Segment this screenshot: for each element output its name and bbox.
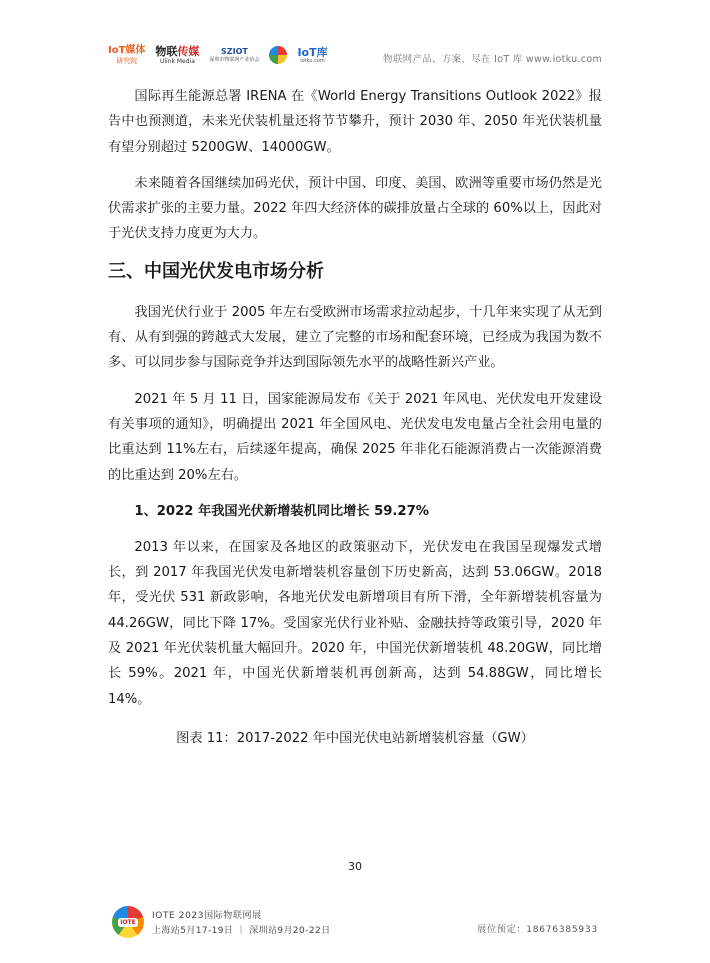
partner-circle-logo: [269, 46, 287, 64]
section-heading: 三、中国光伏发电市场分析: [108, 260, 324, 282]
header-slogan: 物联网产品、方案，尽在 IoT 库 www.iotku.com: [383, 54, 602, 65]
paragraph-growth: 2013 年以来，在国家及各地区的政策驱动下，光伏发电在我国呈现爆发式增长，到 2017 年我国光伏发电新增装机容量创下历史新高，达到 53.06GW。2018 年，受光伏 531 新政影响，各地光伏发电新增项目有所下滑，全年新增装机容量为 44.26GW，同比下降 17%。受国家光伏行业补贴、金融扶持等政策引导，2020 年及 2021 年光伏装机量大幅回升。2020 年，中国光伏新增装机 48.20GW，同比增长 59%。2021 年，中国光伏新增装机再创新高，达到 54.88GW，同比增长 14%。: [108, 539, 602, 707]
document-body: [108, 84, 602, 751]
footer-expo-dates: 上海站5月17-19日 ｜ 深圳站9月20-22日: [152, 926, 331, 936]
sziot-logo: SZIOT 深圳市物联网产业协会: [209, 46, 260, 63]
paragraph-irena: 国际再生能源总署 IRENA 在《World Energy Transitions Outlook 2022》报告中也预测道，未来光伏装机量还将节节攀升，预计 2030 年、2050 年光伏装机量有望分别超过 5200GW、14000GW。: [108, 89, 602, 155]
footer-contact: 展位预定：18676385933: [477, 925, 598, 935]
figure-caption: 图表 11：2017-2022 年中国光伏电站新增装机容量（GW）: [176, 730, 534, 746]
subsection-heading: 1、2022 年我国光伏新增装机同比增长 59.27%: [134, 503, 430, 519]
paragraph-policy: 2021 年 5 月 11 日，国家能源局发布《关于 2021 年风电、光伏发电开发建设有关事项的通知》，明确提出 2021 年全国风电、光伏发电发电量占全社会用电量的比重达到 11%左右，后续逐年提高，确保 2025 年非化石能源消费占一次能源消费的比重达到 20%左右。: [108, 391, 602, 483]
page-number: 30: [348, 860, 362, 873]
iotku-logo: IoT库 iotku.com: [297, 45, 328, 64]
page-header: [0, 0, 710, 80]
footer-expo-title: IOTE 2023国际物联网展: [152, 911, 262, 921]
header-logos: [108, 40, 328, 70]
page-footer: [0, 900, 710, 950]
iot-media-logo: IoT媒体 研究院: [108, 44, 146, 65]
paragraph-markets: 未来随着各国继续加码光伏，预计中国、印度、美国、欧洲等重要市场仍然是光伏需求扩张的主要力量。2022 年四大经济体的碳排放量占全球的 60%以上，因此对于光伏支持力度更为大力。: [108, 175, 602, 242]
ulink-media-logo: 物联传媒 Ulink Media: [155, 44, 200, 65]
paragraph-industry: 我国光伏行业于 2005 年左右受欧洲市场需求拉动起步，十几年来实现了从无到有、从有到强的跨越式大发展，建立了完整的市场和配套环境，已经成为我国为数不多、可以同步参与国际竞争并达到国际领先水平的战略性新兴产业。: [108, 304, 602, 371]
iote-logo: IOTE: [112, 906, 144, 938]
